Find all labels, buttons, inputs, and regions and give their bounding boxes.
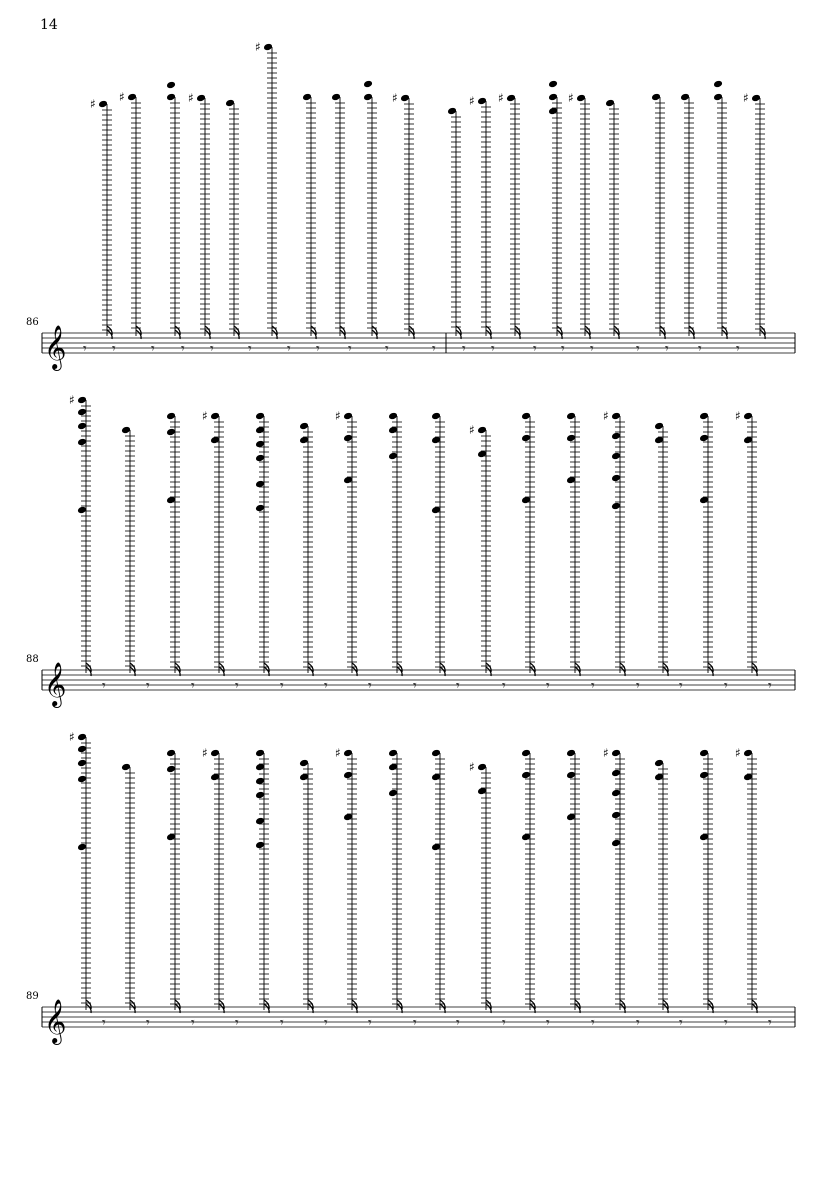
- chord-note: [69, 730, 91, 1013]
- rest-icon: 𝄾: [280, 1015, 284, 1031]
- chord-note: [166, 749, 180, 1013]
- chord-note: [202, 746, 224, 1013]
- sharp-icon: ♯: [69, 730, 75, 744]
- sharp-icon: ♯: [568, 91, 574, 105]
- notehead: [255, 749, 265, 758]
- notehead: [77, 775, 87, 784]
- notehead: [521, 771, 531, 780]
- rest-icon: 𝄾: [724, 678, 728, 694]
- rest-icon: 𝄾: [533, 341, 537, 357]
- rest-icon: 𝄾: [413, 678, 417, 694]
- rest-icon: 𝄾: [768, 1015, 772, 1031]
- measure-number-89: 89: [26, 991, 39, 1002]
- chord-note: [521, 749, 535, 1013]
- chord-note: [654, 422, 668, 676]
- notehead: [654, 759, 664, 768]
- rest-icon: 𝄾: [102, 1015, 106, 1031]
- chord-note: [699, 749, 713, 1013]
- treble-clef-icon: 𝄞: [44, 662, 67, 706]
- chord-note: [431, 749, 445, 1013]
- chord-note: [392, 91, 414, 339]
- notehead: [611, 474, 621, 483]
- notehead: [210, 412, 220, 421]
- rest-icon: 𝄾: [191, 1015, 195, 1031]
- rest-icon: 𝄾: [736, 341, 740, 357]
- rest-icon: 𝄾: [235, 678, 239, 694]
- rest-icon: 𝄾: [432, 341, 436, 357]
- staff-system-2: [42, 393, 795, 708]
- rest-icon: 𝄾: [324, 1015, 328, 1031]
- page-number: 14: [40, 17, 58, 33]
- sharp-icon: ♯: [335, 746, 341, 760]
- notehead: [566, 434, 576, 443]
- rest-icon: 𝄾: [591, 1015, 595, 1031]
- notehead: [447, 107, 457, 116]
- notehead: [743, 412, 753, 421]
- notehead: [680, 93, 690, 102]
- chord-note: [335, 746, 357, 1013]
- chord-note: [654, 759, 668, 1013]
- notehead: [699, 434, 709, 443]
- rest-icon: 𝄾: [502, 1015, 506, 1031]
- chord-note: [469, 94, 491, 339]
- rest-icon: 𝄾: [679, 1015, 683, 1031]
- chord-note: [202, 409, 224, 676]
- chord-note: [603, 746, 625, 1013]
- rest-icon: 𝄾: [385, 341, 389, 357]
- notehead: [548, 80, 558, 89]
- rest-icon: 𝄾: [724, 1015, 728, 1031]
- notehead: [566, 771, 576, 780]
- notehead: [388, 452, 398, 461]
- rest-icon: 𝄾: [456, 1015, 460, 1031]
- chord-note: [121, 426, 135, 676]
- notehead: [521, 434, 531, 443]
- notehead: [611, 412, 621, 421]
- rest-icon: 𝄾: [210, 341, 214, 357]
- chord-note: [119, 90, 141, 339]
- notehead: [299, 759, 309, 768]
- notehead: [388, 789, 398, 798]
- chord-note: [713, 80, 727, 339]
- notehead: [302, 93, 312, 102]
- chord-note: [447, 107, 461, 339]
- notehead: [521, 749, 531, 758]
- rest-icon: 𝄾: [698, 341, 702, 357]
- notehead: [611, 839, 621, 848]
- notehead: [166, 765, 176, 774]
- rest-icon: 𝄾: [502, 678, 506, 694]
- chord-note: [469, 423, 491, 676]
- sharp-icon: ♯: [469, 94, 475, 108]
- sharp-icon: ♯: [202, 409, 208, 423]
- notehead: [343, 771, 353, 780]
- notehead: [388, 412, 398, 421]
- measure-number-86: 86: [26, 317, 39, 328]
- notehead: [611, 811, 621, 820]
- sharp-icon: ♯: [119, 90, 125, 104]
- notehead: [77, 759, 87, 768]
- rest-icon: 𝄾: [191, 678, 195, 694]
- chord-note: [498, 91, 520, 339]
- notehead: [343, 749, 353, 758]
- notehead: [363, 80, 373, 89]
- chord-note: [566, 412, 580, 676]
- chord-note: [90, 97, 112, 339]
- rest-icon: 𝄾: [368, 1015, 372, 1031]
- sharp-icon: ♯: [69, 393, 75, 407]
- chord-note: [166, 81, 180, 339]
- sharp-icon: ♯: [335, 409, 341, 423]
- notehead: [263, 43, 273, 52]
- notehead: [699, 749, 709, 758]
- chord-note: [566, 749, 580, 1013]
- notehead: [576, 94, 586, 103]
- notehead: [121, 426, 131, 435]
- chord-note: [299, 759, 313, 1013]
- notehead: [77, 843, 87, 852]
- sharp-icon: ♯: [392, 91, 398, 105]
- notehead: [651, 93, 661, 102]
- rest-icon: 𝄾: [348, 341, 352, 357]
- chord-note: [388, 749, 402, 1013]
- chord-note: [521, 412, 535, 676]
- staff-system-1: [42, 40, 795, 371]
- notehead: [388, 749, 398, 758]
- sharp-icon: ♯: [735, 746, 741, 760]
- sharp-icon: ♯: [498, 91, 504, 105]
- rest-icon: 𝄾: [181, 341, 185, 357]
- rest-icon: 𝄾: [590, 341, 594, 357]
- notehead: [255, 454, 265, 463]
- notehead: [751, 94, 761, 103]
- chord-note: [568, 91, 590, 339]
- rest-icon: 𝄾: [316, 341, 320, 357]
- chord-note: [605, 99, 619, 339]
- notehead: [521, 412, 531, 421]
- notehead: [699, 412, 709, 421]
- rest-icon: 𝄾: [287, 341, 291, 357]
- sharp-icon: ♯: [202, 746, 208, 760]
- rest-icon: 𝄾: [102, 678, 106, 694]
- chord-note: [431, 412, 445, 676]
- notehead: [77, 733, 87, 742]
- sharp-icon: ♯: [255, 40, 261, 54]
- rest-icon: 𝄾: [679, 678, 683, 694]
- chord-note: [166, 412, 180, 676]
- notehead: [255, 791, 265, 800]
- rest-icon: 𝄾: [462, 341, 466, 357]
- notehead: [166, 749, 176, 758]
- notehead: [654, 422, 664, 431]
- notehead: [431, 412, 441, 421]
- rest-icon: 𝄾: [636, 678, 640, 694]
- sharp-icon: ♯: [188, 91, 194, 105]
- chord-note: [680, 93, 694, 339]
- rest-icon: 𝄾: [324, 678, 328, 694]
- sharp-icon: ♯: [469, 423, 475, 437]
- chord-note: [335, 409, 357, 676]
- chord-note: [469, 760, 491, 1013]
- sharp-icon: ♯: [90, 97, 96, 111]
- notehead: [77, 506, 87, 515]
- notehead: [121, 763, 131, 772]
- treble-clef-icon: 𝄞: [44, 325, 67, 369]
- sharp-icon: ♯: [735, 409, 741, 423]
- notehead: [400, 94, 410, 103]
- measure-number-88: 88: [26, 654, 39, 665]
- chord-note: [735, 409, 757, 676]
- rest-icon: 𝄾: [456, 678, 460, 694]
- sharp-icon: ♯: [743, 91, 749, 105]
- chord-note: [121, 763, 135, 1013]
- rest-icon: 𝄾: [368, 678, 372, 694]
- chord-note: [225, 99, 239, 339]
- notehead: [255, 412, 265, 421]
- notehead: [77, 438, 87, 447]
- chord-note: [69, 393, 91, 676]
- notehead: [77, 745, 87, 754]
- rest-icon: 𝄾: [235, 1015, 239, 1031]
- treble-clef-icon: 𝄞: [44, 999, 67, 1043]
- notehead: [98, 100, 108, 109]
- notehead: [210, 749, 220, 758]
- rest-icon: 𝄾: [146, 678, 150, 694]
- rest-icon: 𝄾: [413, 1015, 417, 1031]
- notehead: [743, 749, 753, 758]
- chord-note: [743, 91, 765, 339]
- sharp-icon: ♯: [603, 746, 609, 760]
- sharp-icon: ♯: [603, 409, 609, 423]
- rest-icon: 𝄾: [491, 341, 495, 357]
- sharp-icon: ♯: [469, 760, 475, 774]
- chord-note: [603, 409, 625, 676]
- rest-icon: 𝄾: [112, 341, 116, 357]
- notehead: [127, 93, 137, 102]
- chord-note: [255, 749, 269, 1013]
- notehead: [255, 841, 265, 850]
- chord-note: [363, 80, 377, 339]
- notehead: [713, 93, 723, 102]
- notehead: [477, 763, 487, 772]
- notehead: [611, 789, 621, 798]
- notehead: [77, 408, 87, 417]
- notehead: [363, 93, 373, 102]
- notehead: [225, 99, 235, 108]
- rest-icon: 𝄾: [546, 1015, 550, 1031]
- rest-icon: 𝄾: [591, 678, 595, 694]
- notehead: [477, 97, 487, 106]
- chord-note: [651, 93, 665, 339]
- notehead: [77, 422, 87, 431]
- rest-icon: 𝄾: [83, 341, 87, 357]
- notehead: [477, 426, 487, 435]
- rest-icon: 𝄾: [636, 1015, 640, 1031]
- rest-icon: 𝄾: [151, 341, 155, 357]
- notehead: [611, 432, 621, 441]
- chord-note: [735, 746, 757, 1013]
- notehead: [255, 504, 265, 513]
- notehead: [343, 412, 353, 421]
- chord-note: [699, 412, 713, 676]
- notehead: [605, 99, 615, 108]
- chord-note: [548, 80, 562, 339]
- staff-system-3: [42, 730, 795, 1045]
- notehead: [331, 93, 341, 102]
- notehead: [196, 94, 206, 103]
- notehead: [299, 422, 309, 431]
- rest-icon: 𝄾: [768, 678, 772, 694]
- rest-icon: 𝄾: [546, 678, 550, 694]
- notehead: [166, 81, 176, 90]
- chord-note: [299, 422, 313, 676]
- chord-note: [388, 412, 402, 676]
- notehead: [431, 749, 441, 758]
- notehead: [566, 749, 576, 758]
- rest-icon: 𝄾: [146, 1015, 150, 1031]
- notehead: [77, 396, 87, 405]
- rest-icon: 𝄾: [561, 341, 565, 357]
- chord-note: [255, 40, 277, 339]
- rest-icon: 𝄾: [665, 341, 669, 357]
- notehead: [506, 94, 516, 103]
- notehead: [548, 93, 558, 102]
- notehead: [611, 502, 621, 511]
- chord-note: [255, 412, 269, 676]
- rest-icon: 𝄾: [280, 678, 284, 694]
- notehead: [166, 428, 176, 437]
- notehead: [611, 769, 621, 778]
- notehead: [611, 452, 621, 461]
- notehead: [343, 434, 353, 443]
- notehead: [166, 412, 176, 421]
- notehead: [611, 749, 621, 758]
- chord-note: [188, 91, 210, 339]
- chord-note: [331, 93, 345, 339]
- rest-icon: 𝄾: [248, 341, 252, 357]
- rest-icon: 𝄾: [636, 341, 640, 357]
- notehead: [566, 412, 576, 421]
- notehead: [166, 93, 176, 102]
- chord-note: [302, 93, 316, 339]
- notehead: [713, 80, 723, 89]
- notehead: [699, 771, 709, 780]
